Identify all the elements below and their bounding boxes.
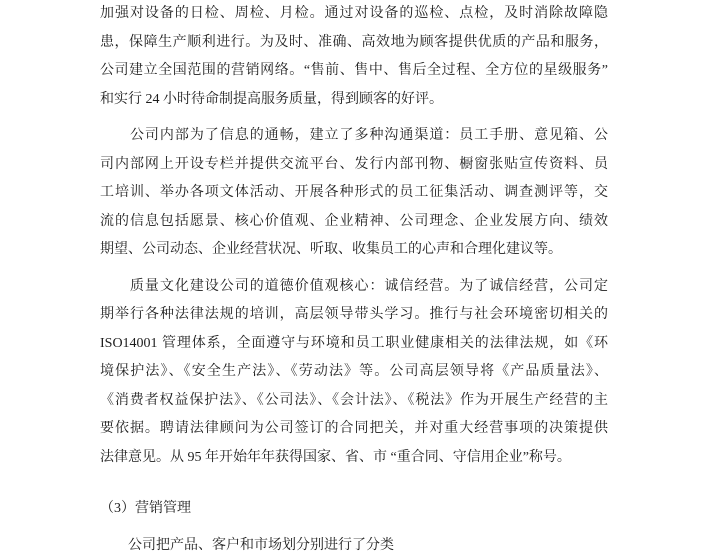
text-line: 工培训、举办各项文体活动、开展各种形式的员工征集活动、调查测评等，交 <box>100 179 608 208</box>
paragraph <box>100 122 608 265</box>
paragraph <box>100 0 608 114</box>
text-line: 要依据。聘请法律顾问为公司签订的合同把关，并对重大经营事项的决策提供 <box>100 415 608 444</box>
heading-text: （3）营销管理 <box>100 495 608 524</box>
text-line: 期望、公司动态、企业经营状况、听取、收集员工的心声和合理化建议等。 <box>100 236 608 265</box>
paragraph <box>100 273 608 473</box>
text-line: 加强对设备的日检、周检、月检。通过对设备的巡检、点检，及时消除故障隐 <box>100 0 608 29</box>
text-line: 境保护法》、《安全生产法》、《劳动法》等。公司高层领导将《产品质量法》、 <box>100 358 608 387</box>
text-line: 质量文化建设公司的道德价值观核心：诚信经营。为了诚信经营，公司定 <box>100 273 608 302</box>
text-line: 患，保障生产顺利进行。为及时、准确、高效地为顾客提供优质的产品和服务， <box>100 29 608 58</box>
document-text-block <box>100 0 608 560</box>
text-line: 流的信息包括愿景、核心价值观、企业精神、公司理念、企业发展方向、绩效 <box>100 208 608 237</box>
text-line: 《消费者权益保护法》、《公司法》、《会计法》、《税法》作为开展生产经营的主 <box>100 387 608 416</box>
text-line: 公司把产品、客户和市场划分别进行了分类 <box>100 532 608 560</box>
text-line: 公司内部为了信息的通畅，建立了多种沟通渠道：员工手册、意见箱、公 <box>100 122 608 151</box>
text-line: ISO14001 管理体系，全面遵守与环境和员工职业健康相关的法律法规，如《环 <box>100 330 608 359</box>
text-line: 法律意见。从 95 年开始年年获得国家、省、市 “重合同、守信用企业”称号。 <box>100 444 608 473</box>
text-line: 期举行各种法律法规的培训，高层领导带头学习。推行与社会环境密切相关的 <box>100 301 608 330</box>
paragraph <box>100 532 608 560</box>
text-line: 司内部网上开设专栏并提供交流平台、发行内部刊物、橱窗张贴宣传资料、员 <box>100 151 608 180</box>
section-heading <box>100 495 608 524</box>
text-line: 和实行 24 小时待命制提高服务质量，得到顾客的好评。 <box>100 86 608 115</box>
text-line: 公司建立全国范围的营销网络。“售前、售中、售后全过程、全方位的星级服务” <box>100 57 608 86</box>
